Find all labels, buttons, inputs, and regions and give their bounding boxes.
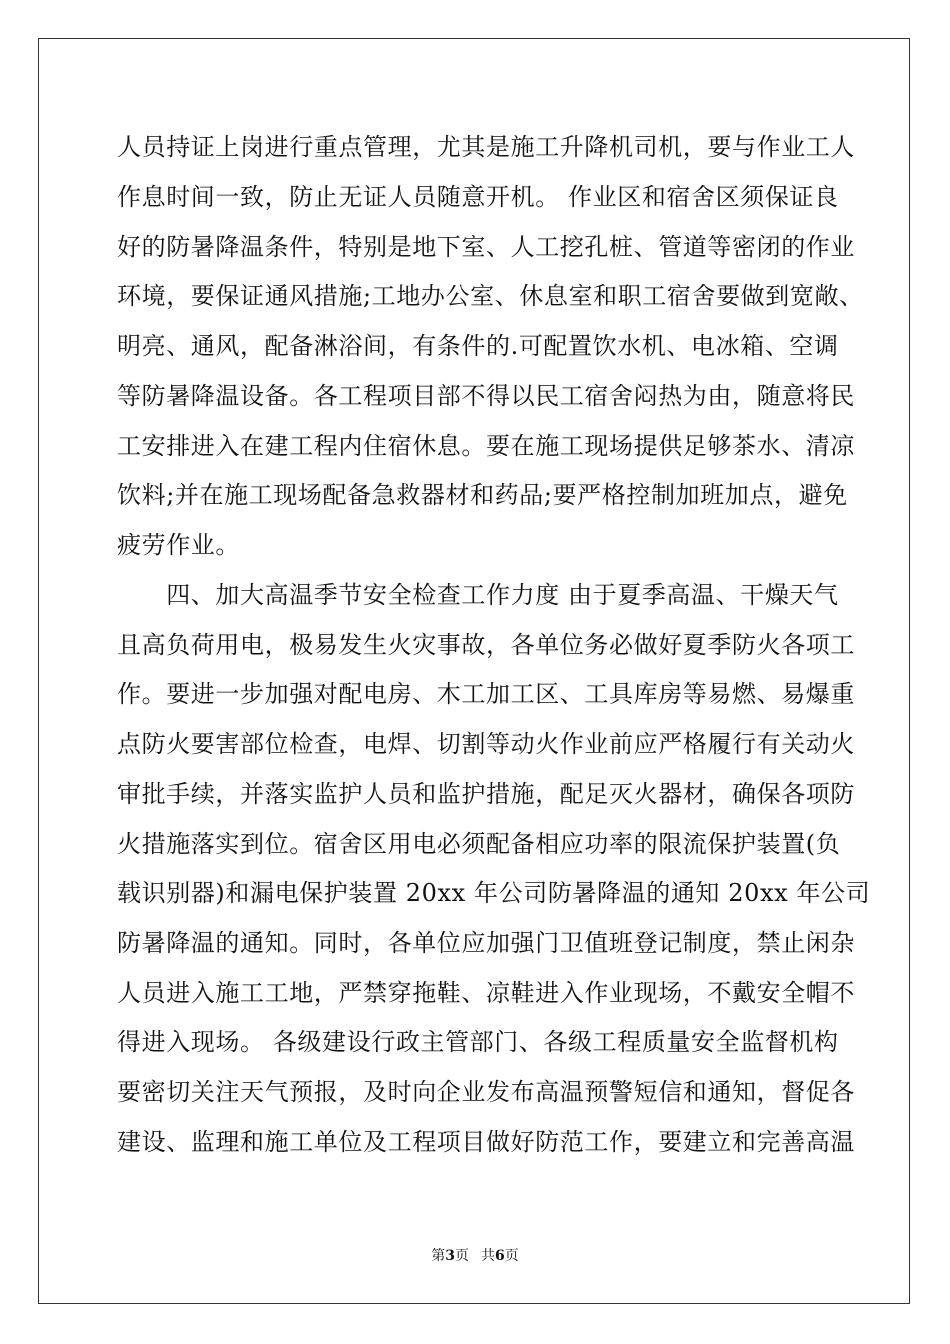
text-line: 人员持证上岗进行重点管理，尤其是施工升降机司机，要与作业工人 (117, 133, 855, 161)
text-line: 疲劳作业。 (117, 531, 240, 559)
text-line: 环境，要保证通风措施;工地办公室、休息室和职工宿舍要做到宽敞、 (117, 282, 864, 310)
text-line: 明亮、通风，配备淋浴间，有条件的.可配置饮水机、电冰箱、空调 (117, 332, 839, 360)
text-line: 火措施落实到位。宿舍区用电必须配备相应功率的限流保护装置(负 (117, 830, 841, 858)
text-line: 作。要进一步加强对配电房、木工加工区、工具库房等易燃、易爆重 (117, 680, 855, 708)
page-suffix: 页 (455, 1248, 469, 1264)
text-line: 且高负荷用电，极易发生火灾事故，各单位务必做好夏季防火各项工 (117, 631, 855, 659)
page-border (38, 38, 910, 1304)
text-line: 好的防暑降温条件，特别是地下室、人工挖孔桩、管道等密闭的作业 (117, 233, 855, 261)
page-footer (0, 1247, 950, 1265)
page-number (431, 1248, 469, 1264)
total-suffix: 页 (504, 1248, 519, 1264)
section-heading-line: 四、加大高温季节安全检查工作力度 由于夏季高温、干燥天气 (117, 581, 839, 609)
text-line: 作息时间一致，防止无证人员随意开机。 作业区和宿舍区须保证良 (117, 183, 839, 211)
text-line: 要密切关注天气预报，及时向企业发布高温预警短信和通知，督促各 (117, 1078, 855, 1106)
page-prefix: 第 (431, 1248, 446, 1264)
text-line: 审批手续，并落实监护人员和监护措施，配足灭火器材，确保各项防 (117, 780, 855, 808)
text-line: 人员进入施工工地，严禁穿拖鞋、凉鞋进入作业现场，不戴安全帽不 (117, 979, 855, 1007)
text-line: 建设、监理和施工单位及工程项目做好防范工作，要建立和完善高温 (117, 1128, 855, 1156)
text-line: 工安排进入在建工程内住宿休息。要在施工现场提供足够茶水、清凉 (117, 432, 855, 460)
current-page: 3 (445, 1248, 455, 1264)
text-line: 点防火要害部位检查，电焊、切割等动火作业前应严格履行有关动火 (117, 730, 855, 758)
text-line: 防暑降温的通知。同时，各单位应加强门卫值班登记制度，禁止闲杂 (117, 929, 855, 957)
text-line: 等防暑降温设备。各工程项目部不得以民工宿舍闷热为由，随意将民 (117, 382, 855, 410)
text-line: 载识别器)和漏电保护装置 20xx 年公司防暑降温的通知 20xx 年公司 (117, 879, 871, 907)
text-line: 得进入现场。 各级建设行政主管部门、各级工程质量安全监督机构 (117, 1028, 839, 1056)
text-line: 饮料;并在施工现场配备急救器材和药品;要严格控制加班加点，避免 (117, 481, 848, 509)
total-prefix: 共 (481, 1248, 495, 1264)
total-pages: 6 (495, 1248, 505, 1264)
page-total (481, 1248, 519, 1264)
